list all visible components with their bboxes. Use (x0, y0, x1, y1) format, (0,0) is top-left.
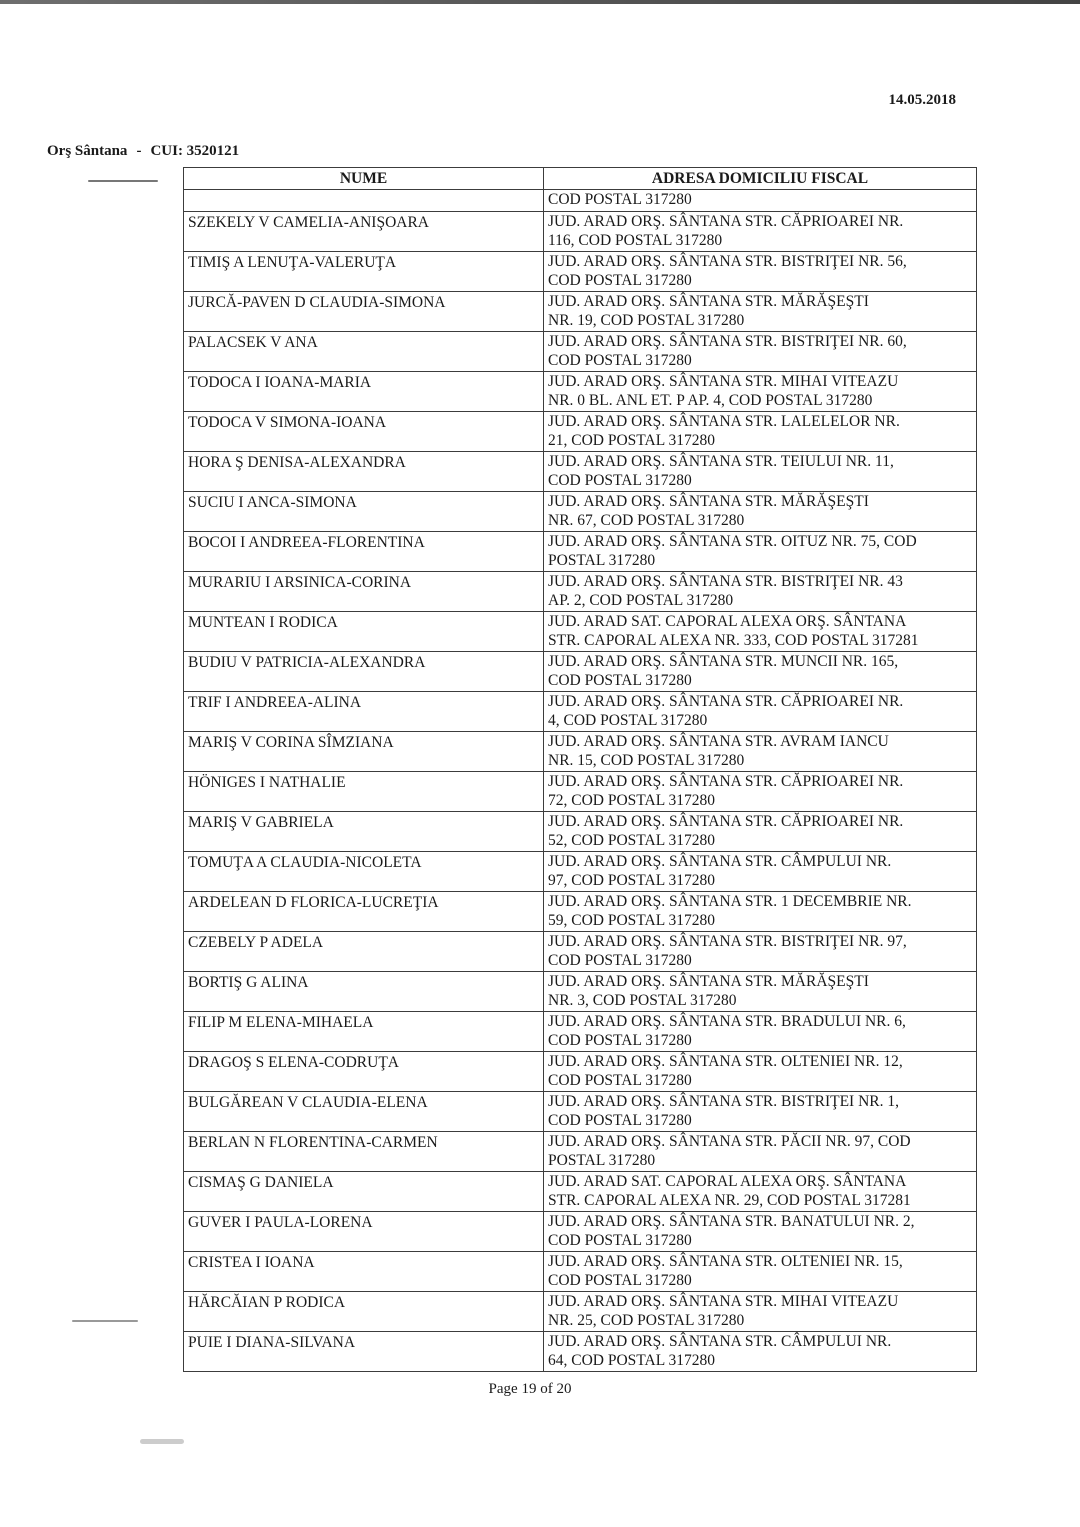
table-row (184, 212, 977, 252)
table-row (184, 1212, 977, 1252)
fiscal-address-cell: JUD. ARAD ORŞ. SÂNTANA STR. MIHAI VITEAZU NR. 0 BL. ANL ET. P AP. 4, COD POSTAL 317280 (544, 372, 977, 412)
fiscal-address-cell: JUD. ARAD SAT. CAPORAL ALEXA ORŞ. SÂNTANA STR. CAPORAL ALEXA NR. 29, COD POSTAL 317281 (544, 1172, 977, 1212)
document-date: 14.05.2018 (888, 92, 956, 108)
taxpayer-name-cell: PUIE I DIANA-SILVANA (184, 1332, 544, 1372)
fiscal-address-cell: JUD. ARAD ORŞ. SÂNTANA STR. TEIULUI NR. 11, COD POSTAL 317280 (544, 452, 977, 492)
taxpayer-name-cell: FILIP M ELENA-MIHAELA (184, 1012, 544, 1052)
fiscal-address-cell: JUD. ARAD ORŞ. SÂNTANA STR. BANATULUI NR. 2, COD POSTAL 317280 (544, 1212, 977, 1252)
fiscal-address-cell: JUD. ARAD ORŞ. SÂNTANA STR. OLTENIEI NR. 12, COD POSTAL 317280 (544, 1052, 977, 1092)
scan-smudge (140, 1439, 184, 1444)
fiscal-address-cell: JUD. ARAD ORŞ. SÂNTANA STR. BISTRIŢEI NR. 1, COD POSTAL 317280 (544, 1092, 977, 1132)
taxpayer-name-cell: HÖNIGES I NATHALIE (184, 772, 544, 812)
taxpayer-name-cell: TODOCA I IOANA-MARIA (184, 372, 544, 412)
taxpayer-name-cell: TRIF I ANDREEA-ALINA (184, 692, 544, 732)
fiscal-address-cell: JUD. ARAD ORŞ. SÂNTANA STR. CĂPRIOAREI NR. 52, COD POSTAL 317280 (544, 812, 977, 852)
taxpayer-name-cell: CZEBELY P ADELA (184, 932, 544, 972)
table-row (184, 492, 977, 532)
taxpayer-name-cell: BERLAN N FLORENTINA-CARMEN (184, 1132, 544, 1172)
organization-name: Orş Sântana (47, 143, 128, 159)
taxpayer-name-cell: PALACSEK V ANA (184, 332, 544, 372)
taxpayer-name-cell: DRAGOŞ S ELENA-CODRUŢA (184, 1052, 544, 1092)
fiscal-address-cell: JUD. ARAD ORŞ. SÂNTANA STR. 1 DECEMBRIE NR. 59, COD POSTAL 317280 (544, 892, 977, 932)
fiscal-address-cell: JUD. ARAD ORŞ. SÂNTANA STR. BISTRIŢEI NR. 43 AP. 2, COD POSTAL 317280 (544, 572, 977, 612)
page-number: Page 19 of 20 (488, 1381, 572, 1397)
fiscal-address-cell: JUD. ARAD ORŞ. SÂNTANA STR. MĂRĂŞEŞTI NR. 67, COD POSTAL 317280 (544, 492, 977, 532)
taxpayer-name-cell: BOCOI I ANDREEA-FLORENTINA (184, 532, 544, 572)
table-row (184, 1092, 977, 1132)
table-row (184, 1012, 977, 1052)
table-row (184, 292, 977, 332)
taxpayer-name-cell: JURCĂ-PAVEN D CLAUDIA-SIMONA (184, 292, 544, 332)
taxpayer-name-cell: SUCIU I ANCA-SIMONA (184, 492, 544, 532)
table-row (184, 812, 977, 852)
fiscal-address-cell: JUD. ARAD ORŞ. SÂNTANA STR. BISTRIŢEI NR. 97, COD POSTAL 317280 (544, 932, 977, 972)
fiscal-address-cell: JUD. ARAD ORŞ. SÂNTANA STR. CĂPRIOAREI NR. 116, COD POSTAL 317280 (544, 212, 977, 252)
taxpayer-name-cell: HORA Ş DENISA-ALEXANDRA (184, 452, 544, 492)
table-row (184, 332, 977, 372)
table-row (184, 652, 977, 692)
taxpayer-name-cell: GUVER I PAULA-LORENA (184, 1212, 544, 1252)
column-header-address: ADRESA DOMICILIU FISCAL (544, 168, 977, 190)
table-row (184, 1332, 977, 1372)
organization-cui: CUI: 3520121 (150, 143, 240, 159)
table-row (184, 572, 977, 612)
table-row (184, 412, 977, 452)
table-row (184, 1172, 977, 1212)
taxpayer-name-cell: BORTIŞ G ALINA (184, 972, 544, 1012)
fiscal-address-cell: JUD. ARAD ORŞ. SÂNTANA STR. AVRAM IANCU NR. 15, COD POSTAL 317280 (544, 732, 977, 772)
table-header-row (184, 168, 977, 190)
fiscal-address-cell: JUD. ARAD ORŞ. SÂNTANA STR. MĂRĂŞEŞTI NR. 19, COD POSTAL 317280 (544, 292, 977, 332)
taxpayer-name-cell: MARIŞ V GABRIELA (184, 812, 544, 852)
taxpayer-table-container (183, 167, 976, 1372)
taxpayer-name-cell: BUDIU V PATRICIA-ALEXANDRA (184, 652, 544, 692)
taxpayer-name-cell: ARDELEAN D FLORICA-LUCREŢIA (184, 892, 544, 932)
fiscal-address-cell: JUD. ARAD ORŞ. SÂNTANA STR. PĂCII NR. 97, COD POSTAL 317280 (544, 1132, 977, 1172)
table-row (184, 972, 977, 1012)
fiscal-address-cell: JUD. ARAD ORŞ. SÂNTANA STR. OITUZ NR. 75, COD POSTAL 317280 (544, 532, 977, 572)
taxpayer-name-cell: TODOCA V SIMONA-IOANA (184, 412, 544, 452)
table-row (184, 1252, 977, 1292)
continuation-address-cell: COD POSTAL 317280 (544, 190, 977, 212)
fiscal-address-cell: JUD. ARAD ORŞ. SÂNTANA STR. MUNCII NR. 165, COD POSTAL 317280 (544, 652, 977, 692)
fiscal-address-cell: JUD. ARAD ORŞ. SÂNTANA STR. BRADULUI NR. 6, COD POSTAL 317280 (544, 1012, 977, 1052)
margin-mark (88, 180, 158, 182)
taxpayer-name-cell: MUNTEAN I RODICA (184, 612, 544, 652)
taxpayer-table (183, 167, 977, 1372)
table-row (184, 1132, 977, 1172)
table-row (184, 892, 977, 932)
taxpayer-name-cell: TOMUŢA A CLAUDIA-NICOLETA (184, 852, 544, 892)
taxpayer-name-cell: BULGĂREAN V CLAUDIA-ELENA (184, 1092, 544, 1132)
table-row (184, 732, 977, 772)
fiscal-address-cell: JUD. ARAD ORŞ. SÂNTANA STR. MIHAI VITEAZU NR. 25, COD POSTAL 317280 (544, 1292, 977, 1332)
fiscal-address-cell: JUD. ARAD ORŞ. SÂNTANA STR. CĂPRIOAREI NR. 4, COD POSTAL 317280 (544, 692, 977, 732)
table-row (184, 452, 977, 492)
taxpayer-name-cell: MURARIU I ARSINICA-CORINA (184, 572, 544, 612)
fiscal-address-cell: JUD. ARAD ORŞ. SÂNTANA STR. CÂMPULUI NR. 64, COD POSTAL 317280 (544, 1332, 977, 1372)
taxpayer-name-cell: SZEKELY V CAMELIA-ANIŞOARA (184, 212, 544, 252)
organization-header (47, 143, 239, 160)
header-separator: - (136, 143, 142, 159)
table-row (184, 852, 977, 892)
column-header-name: NUME (184, 168, 544, 190)
fiscal-address-cell: JUD. ARAD ORŞ. SÂNTANA STR. MĂRĂŞEŞTI NR. 3, COD POSTAL 317280 (544, 972, 977, 1012)
fiscal-address-cell: JUD. ARAD SAT. CAPORAL ALEXA ORŞ. SÂNTANA STR. CAPORAL ALEXA NR. 333, COD POSTAL 317281 (544, 612, 977, 652)
taxpayer-name-cell: TIMIŞ A LENUŢA-VALERUŢA (184, 252, 544, 292)
table-row (184, 1052, 977, 1092)
fiscal-address-cell: JUD. ARAD ORŞ. SÂNTANA STR. LALELELOR NR. 21, COD POSTAL 317280 (544, 412, 977, 452)
table-row (184, 252, 977, 292)
fiscal-address-cell: JUD. ARAD ORŞ. SÂNTANA STR. OLTENIEI NR. 15, COD POSTAL 317280 (544, 1252, 977, 1292)
fiscal-address-cell: JUD. ARAD ORŞ. SÂNTANA STR. CÂMPULUI NR. 97, COD POSTAL 317280 (544, 852, 977, 892)
scan-top-edge (0, 0, 1080, 4)
fiscal-address-cell: JUD. ARAD ORŞ. SÂNTANA STR. BISTRIŢEI NR. 60, COD POSTAL 317280 (544, 332, 977, 372)
continuation-name-cell (184, 190, 544, 212)
taxpayer-name-cell: CISMAŞ G DANIELA (184, 1172, 544, 1212)
table-row (184, 932, 977, 972)
table-row (184, 692, 977, 732)
fiscal-address-cell: JUD. ARAD ORŞ. SÂNTANA STR. BISTRIŢEI NR. 56, COD POSTAL 317280 (544, 252, 977, 292)
margin-mark (72, 1320, 138, 1322)
taxpayer-name-cell: HĂRCĂIAN P RODICA (184, 1292, 544, 1332)
continuation-row (184, 190, 977, 212)
table-row (184, 612, 977, 652)
taxpayer-name-cell: CRISTEA I IOANA (184, 1252, 544, 1292)
table-row (184, 532, 977, 572)
table-row (184, 1292, 977, 1332)
table-row (184, 372, 977, 412)
table-row (184, 772, 977, 812)
taxpayer-name-cell: MARIŞ V CORINA SÎMZIANA (184, 732, 544, 772)
fiscal-address-cell: JUD. ARAD ORŞ. SÂNTANA STR. CĂPRIOAREI NR. 72, COD POSTAL 317280 (544, 772, 977, 812)
